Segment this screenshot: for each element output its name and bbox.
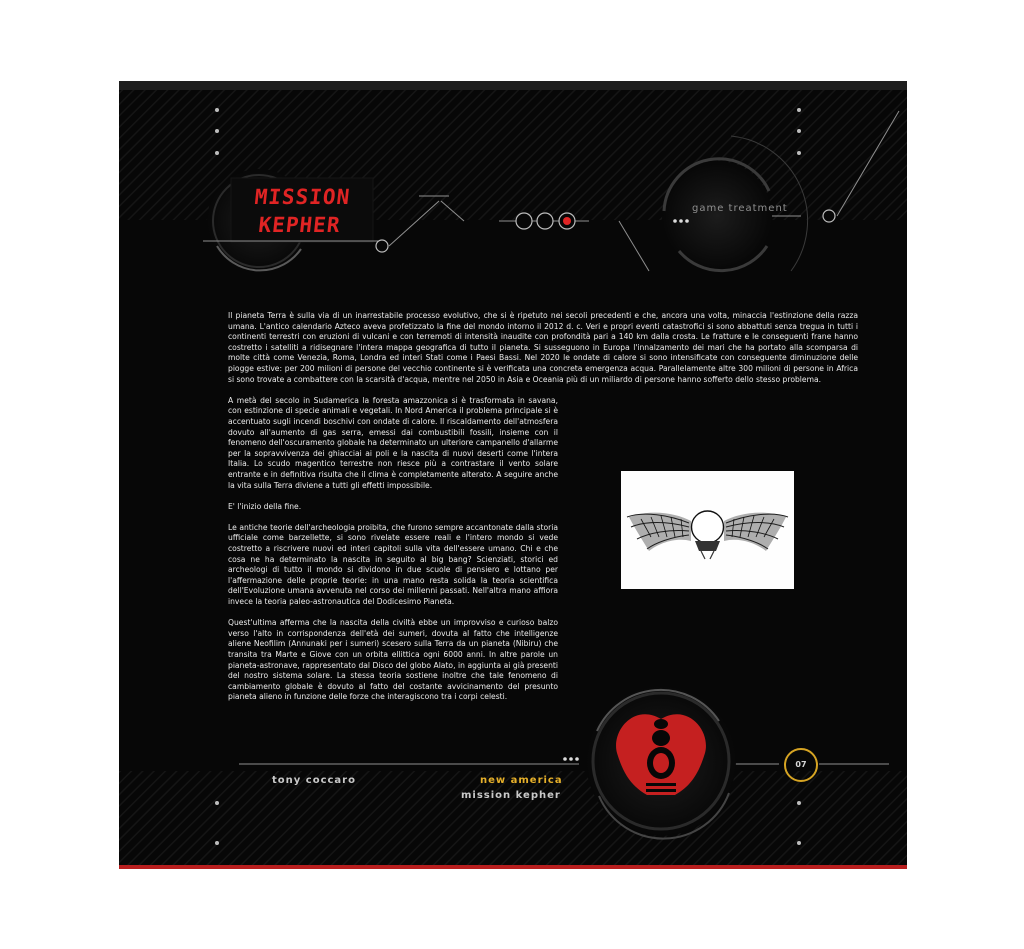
title-line-1: MISSION [253, 185, 352, 209]
winged-disc-figure [621, 471, 794, 589]
author-name: tony coccaro [272, 775, 356, 786]
page-number: 07 [784, 748, 818, 782]
paragraph-3: E' l'inizio della fine. [228, 501, 302, 511]
paragraph-2: A metà del secolo in Sudamerica la foresta amazzonica si è trasformata in savana, con estinzione di specie animali e vegetali. In Nord America il problema principale si è accentuato sugli incendi boschivi con ondate di calore. Il riscaldamento dell'atmosfera dovuto all'aumento di gas serra, emessi dai combustibili fossili, insieme con il fenomeno dell'oscuramento globale ha determinato un ulteriore campanello d'allarme per la sopravvivenza dei ghiacciai ai poli e la nascita di nuovi deserti come l'intera Italia. Lo scudo magentico terrestre non riesce più a contrastare il vento solare entrante e in definitiva risulta che il clima è completamente alterato. A seguire anche la vita sulla Terra diviene a tutti gli effetti impossibile. [228, 395, 558, 490]
subtitle: game treatment [692, 203, 788, 214]
paragraph-1: Il pianeta Terra è sulla via di un inarrestabile processo evolutivo, che si è ripetuto nei secoli precedenti e che, ancora una volta, minaccia l'estinzione della razza umana. L'antico calendario Azteco aveva profetizzato la fine del mondo intorno il 2012 d. c. Veri e propri eventi catastrofici si sono abbattuti senza tregua in tutti i continenti terrestri con eruzioni di vulcani e con terremoti di intensità inaudite con profondità pari a 140 km dalla crosta. Le fratture e le conseguenti frane hanno costretto i satelliti a ridisegnare l'intera mappa geografica di tutto il pianeta. Si susseguono in Europa l'innalzamento dei mari che ha portato alla scomparsa di molte città come Venezia, Roma, Londra ed interi Stati come i Paesi Bassi. Nel 2020 le ondate di calore si sono intensificate con conseguente diminuzione delle piogge estive: per 200 milioni di persone del vecchio continente si è verificata una concreta emergenza acqua. Parallelamente altre 300 milioni di persone in Africa si sono trovate a combattere con la scarsità d'acqua, mentre nel 2050 in Asia e Oceania più di un miliardo di persone hanno sofferto dello stesso problema. [228, 311, 858, 384]
page-title [228, 183, 374, 239]
winged-disc-icon [621, 471, 794, 589]
bottom-border [119, 865, 907, 869]
magazine-page [119, 81, 907, 869]
title-line-2: KEPHER [257, 213, 342, 237]
paragraph-4: Le antiche teorie dell'archeologia proibita, che furono sempre accantonate dalla storia ufficiale come barzellette, si sono rivelate essere reali e l'intero mondo si vede costretto a riscrivere nuovi ed interi capitoli sulla vita dell'essere umano. Chi e che cosa ne ha determinato la nascita in seguito al big bang? Scienziati, storici ed archeologi di tutto il mondo si dividono in due scuole di pensiero e lottano per l'affermazione delle proprie teorie: in una mano resta solida la teoria scientifica dell'Evoluzione umana avvenuta nel corso dei millenni passati. Nell'altra mano affiora invece la teoria paleo-astronautica del Dodicesimo Pianeta. [228, 522, 558, 607]
project-subname: mission kepher [461, 790, 561, 801]
paragraph-5: Quest'ultima afferma che la nascita della civiltà ebbe un improvviso e curioso balzo verso l'alto in corrispondenza dell'età dei sumeri, dovuta al fatto che intelligenze aliene Neofilim (Annunaki per i sumeri) scesero sulla Terra da un pianeta (Nibiru) che transita tra Marte e Giove con un orbita ellittica ogni 6000 anni. In altre parole un pianeta-astronave, rappresentato dal Disco del globo Alato, in aggiunta ai già presenti del nostro sistema solare. La stessa teoria sostiene inoltre che tale fenomeno di cambiamento globale è dovuto al fatto del costante avvicinamento del presunto pianeta alieno in funzione delle forze che interagiscono tra i corpi celesti. [228, 618, 558, 702]
project-name: new america [480, 775, 563, 786]
